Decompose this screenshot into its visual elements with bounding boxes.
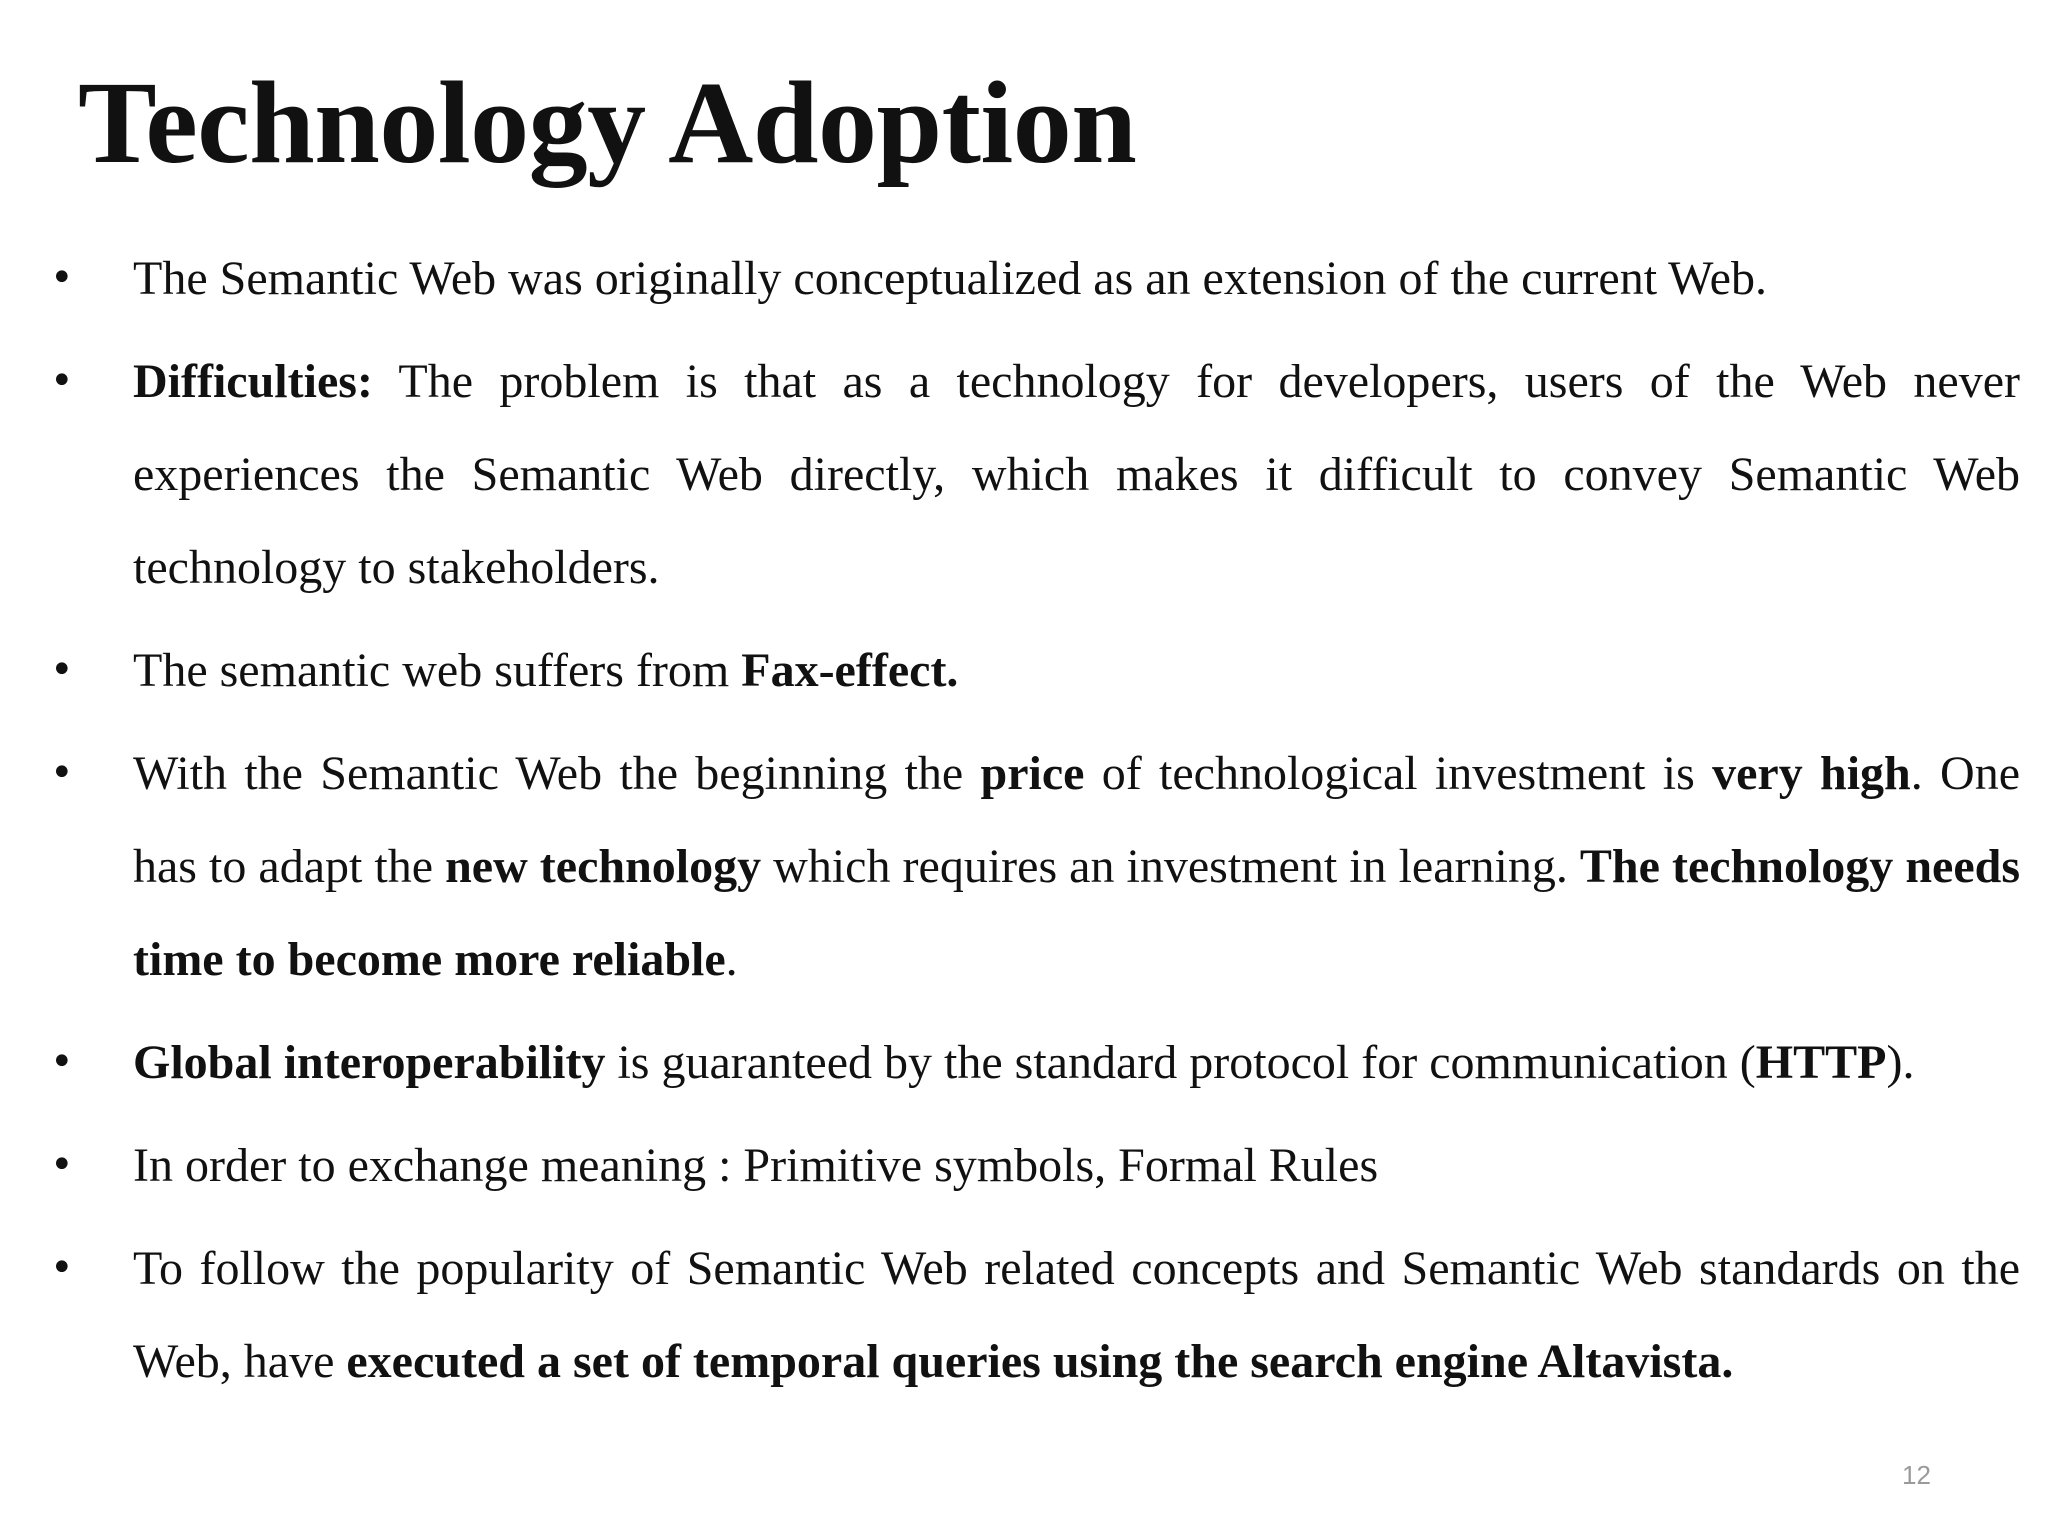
bullet-item	[50, 624, 2020, 717]
bullet-text: is guaranteed by the standard protocol for communication (	[605, 1036, 1756, 1089]
bullet-marker: •	[50, 358, 74, 404]
bullet-text: The problem is that as a technology for developers, users of the Web never experiences the Semantic Web directly, which makes it difficult to convey Semantic Web technology to stakeholders.	[133, 355, 2020, 594]
bullet-text: The semantic web suffers from	[133, 644, 742, 697]
bullet-text-bold: new technology	[445, 840, 762, 893]
bullet-text: ).	[1886, 1036, 1915, 1089]
bullet-marker: •	[50, 1142, 74, 1188]
bullet-text: In order to exchange meaning : Primitive symbols, Formal Rules	[133, 1139, 1379, 1192]
bullet-marker: •	[50, 1245, 74, 1291]
bullet-text-bold: The technology needs time to become more reliable	[133, 840, 2020, 986]
bullet-text: To follow the popularity of Semantic Web related concepts and Semantic Web standards on the Web, have	[133, 1242, 2020, 1388]
bullet-list	[50, 232, 2020, 1418]
bullet-text: The Semantic Web was originally conceptualized as an extension of the current Web.	[133, 252, 1767, 305]
bullet-text-bold: price	[980, 747, 1085, 800]
bullet-item	[50, 232, 2020, 325]
bullet-marker: •	[50, 647, 74, 693]
bullet-marker: •	[50, 750, 74, 796]
bullet-marker: •	[50, 255, 74, 301]
bullet-item	[50, 1119, 2020, 1212]
bullet-text: With the Semantic Web the beginning the	[133, 747, 981, 800]
bullet-text-bold: HTTP	[1755, 1036, 1887, 1089]
bullet-item	[50, 727, 2020, 1006]
bullet-marker: •	[50, 1039, 74, 1085]
bullet-text-bold: Global interoperability	[133, 1036, 606, 1089]
bullet-text-bold: Difficulties:	[133, 355, 373, 408]
bullet-text: which requires an investment in learning.	[761, 840, 1580, 893]
bullet-item	[50, 1222, 2020, 1408]
slide-title: Technology Adoption	[78, 57, 1137, 188]
bullet-item	[50, 335, 2020, 614]
bullet-text-bold: very high	[1712, 747, 1911, 800]
page-number: 12	[1902, 1460, 1931, 1490]
bullet-text: . One has to adapt the	[133, 747, 2021, 893]
bullet-text: of technological investment is	[1084, 747, 1713, 800]
bullet-text-bold: executed a set of temporal queries using the search engine Altavista.	[346, 1335, 1734, 1388]
bullet-item	[50, 1016, 2020, 1109]
bullet-text: .	[725, 933, 738, 986]
bullet-text-bold: Fax-effect.	[741, 644, 959, 697]
